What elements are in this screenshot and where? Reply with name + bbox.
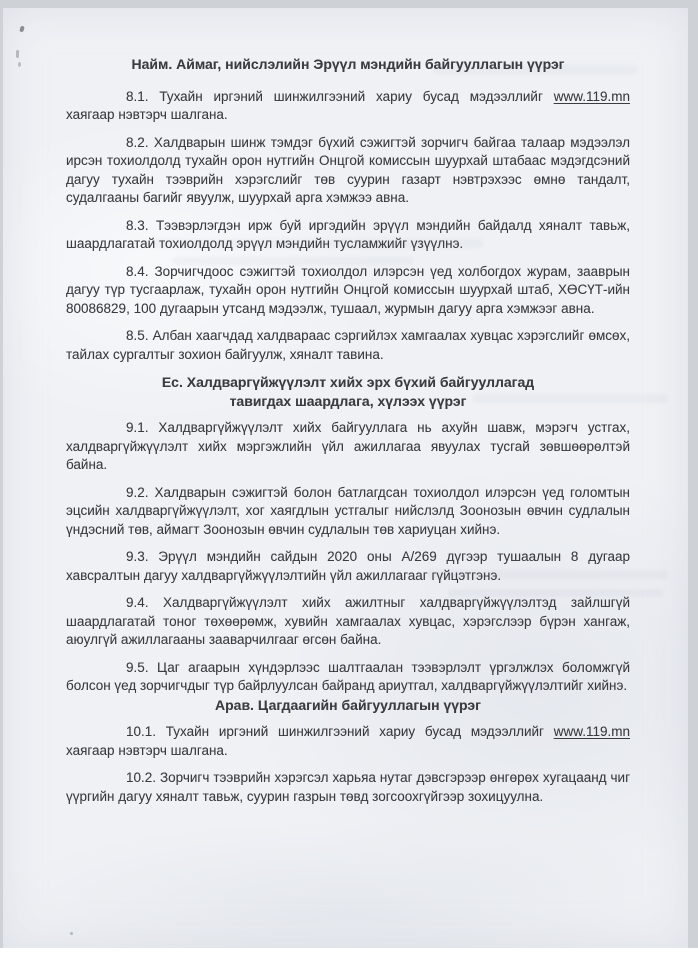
paragraph-8-2: 8.2. Халдварын шинж тэмдэг бүхий сэжигтэй зорчигч байгаа талаар мэдээлэл ирсэн тохиолдолд тухайн орон нутгийн Онцгой комиссын шуурхай штабаас мэдэгдсэний дагуу тухайн тээврийн хэрэгслийг төв суурин газарт нэвтрэхээс өмнө тандалт, судалгааны багийг явуулж, шуурхай арга хэмжээ авна. (66, 134, 630, 205)
paragraph-8-1 (66, 88, 630, 125)
paragraph-9-4: 9.4. Халдваргүйжүүлэлт хийх ажилтныг халдваргүйжүүлэлтэд зайлшгүй шаардлагатай тоног төхөөрөмж, хувийн хамгаалах хувцас, хэрэгслээр бүрэн хангаж, аюулгүй ажиллагааны зааварчилгааг өгсөн байна. (66, 595, 630, 647)
pencil-mark-artifact (16, 50, 19, 58)
paragraph-9-2: 9.2. Халдварын сэжигтэй болон батлагдсан тохиолдол илэрсэн үед голомтын эцсийн халдваргүйжүүлэлт, хог хаягдлын устгалыг нийслэлд Зоонозын өвчин судлалын үндэсний төв, аймагт Зоонозын өвчин судлалын төв хариуцан хийнэ. (66, 484, 630, 537)
section-9-heading (66, 373, 630, 410)
dust-speck-artifact (70, 932, 73, 935)
paragraph-9-1: 9.1. Халдваргүйжүүлэлт хийх байгууллага нь ахуйн шавж, мэрэгч устгах, халдваргүйжүүлэлт хийх мэргэжлийн үйл ажиллагаа явуулах тусгай зөвшөөрөлтэй байна. (66, 420, 630, 472)
section-9-heading-line-2: тавигдах шаардлага, хүлээх үүрэг (229, 392, 467, 409)
paragraph-8-1-tail: хаягаар нэвтэрч шалгана. (66, 107, 228, 122)
section-10-heading: Арав. Цагдаагийн байгууллагын үүрэг (215, 696, 481, 713)
pencil-mark-artifact (18, 62, 21, 67)
document-page (3, 8, 688, 948)
paragraph-9-5: 9.5. Цаг агаарын хүндэрлээс шалтгаалан тээвэрлэлт үргэлжлэх боломжгүй болсон үед зорчигчдыг түр байрлуулсан байранд ариутгал, халдваргүйжүүлэлтийг хийнэ. (66, 659, 630, 693)
paragraph-10-1 (66, 723, 630, 760)
section-8-heading: Найм. Аймаг, нийслэлийн Эрүүл мэндийн байгууллагын үүрэг (131, 56, 565, 72)
paragraph-8-1-text: 8.1. Тухайн иргэний шинжилгээний хариу бусад мэдээллийг (126, 88, 554, 104)
section-9-heading-line-1: Ес. Халдваргүйжүүлэлт хийх эрх бүхий байгууллагад (161, 374, 535, 390)
paragraph-9-3: 9.3. Эрүүл мэндийн сайдын 2020 оны А/269 дүгээр тушаалын 8 дугаар хавсралтын дагуу халдваргүйжүүлэлтийн үйл ажиллагааг гүйцэтгэнэ. (66, 549, 630, 583)
paragraph-10-2: 10.2. Зорчигч тээврийн хэрэгсэл харьяа нутаг дэвсгэрээр өнгөрөх хугацаанд чиг үүргийн дагуу хяналт тавьж, суурин газрын төвд зогсоохгүйгээр зохицуулна. (66, 770, 630, 804)
paragraph-8-4: 8.4. Зорчигчдоос сэжигтэй тохиолдол илэрсэн үед холбогдох журам, зааврын дагуу түр тусгаарлаж, тухайн орон нутгийн Онцгой комиссын шуурхай штаб, ХӨСҮТ-ийн 80086829, 100 дугаарын утсанд мэдээлж, тушаал, журмын дагуу арга хэмжээг авна. (66, 263, 630, 316)
paragraph-8-5: 8.5. Албан хаагчдад халдвараас сэргийлэх хамгаалах хувцас хэрэгслийг өмсөх, тайлах сургалтыг зохион байгуулж, хяналт тавина. (66, 328, 630, 362)
pencil-mark-artifact (19, 26, 25, 33)
paragraph-8-3: 8.3. Тээвэрлэгдэн ирж буй иргэдийн эрүүл мэндийн байдалд хяналт тавьж, шаардлагатай тохиолдолд эрүүл мэндийн тусламжийг үзүүлнэ. (66, 217, 630, 251)
document-content (66, 55, 630, 815)
website-url-10-1: www.119.mn (553, 724, 630, 739)
paragraph-10-1-text: 10.1. Тухайн иргэний шинжилгээний хариу бусад мэдээллийг (126, 724, 554, 739)
website-url-8-1: www.119.mn (553, 88, 630, 104)
paragraph-10-1-tail: хаягаар нэвтэрч шалгана. (66, 742, 228, 758)
